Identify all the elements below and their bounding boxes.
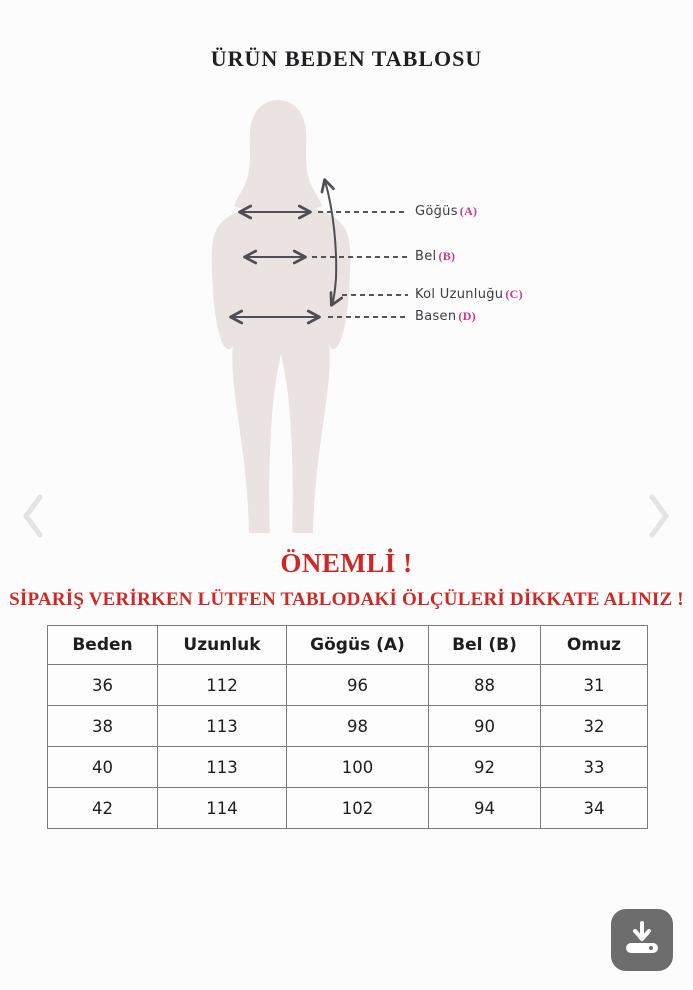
table-row xyxy=(48,747,648,788)
col-header-beden: Beden xyxy=(48,626,158,665)
cell: 98 xyxy=(287,706,429,747)
cell: 94 xyxy=(429,788,541,829)
table-row xyxy=(48,665,648,706)
cell: 40 xyxy=(48,747,158,788)
label-hip xyxy=(415,309,476,325)
col-header-bel: Bel (B) xyxy=(429,626,541,665)
col-header-gogus: Gögüs (A) xyxy=(287,626,429,665)
cell: 113 xyxy=(158,747,287,788)
size-table-header-row xyxy=(48,626,648,665)
cell: 88 xyxy=(429,665,541,706)
label-waist-text: Bel xyxy=(415,249,437,264)
size-table xyxy=(47,625,648,829)
table-row xyxy=(48,706,648,747)
cell: 100 xyxy=(287,747,429,788)
carousel-prev-button[interactable] xyxy=(20,492,46,540)
cell: 102 xyxy=(287,788,429,829)
measurement-diagram xyxy=(0,88,693,533)
label-waist xyxy=(415,249,455,265)
cell: 92 xyxy=(429,747,541,788)
table-row xyxy=(48,788,648,829)
label-hip-text: Basen xyxy=(415,309,457,324)
label-arm-length-text: Kol Uzunluğu xyxy=(415,287,504,302)
label-chest xyxy=(415,204,477,220)
download-icon xyxy=(611,909,673,971)
label-arm-length-code: (C) xyxy=(505,287,523,301)
cell: 96 xyxy=(287,665,429,706)
carousel-next-button[interactable] xyxy=(646,492,672,540)
cell: 114 xyxy=(158,788,287,829)
col-header-omuz: Omuz xyxy=(541,626,648,665)
label-waist-code: (B) xyxy=(438,249,456,263)
cell: 113 xyxy=(158,706,287,747)
cell: 42 xyxy=(48,788,158,829)
cell: 112 xyxy=(158,665,287,706)
col-header-uzunluk: Uzunluk xyxy=(158,626,287,665)
order-warning-text: SİPARİŞ VERİRKEN LÜTFEN TABLODAKİ ÖLÇÜLERİ DİKKATE ALINIZ ! xyxy=(9,589,684,610)
page-title: ÜRÜN BEDEN TABLOSU xyxy=(210,46,483,71)
label-chest-code: (A) xyxy=(459,204,478,218)
cell: 33 xyxy=(541,747,648,788)
cell: 32 xyxy=(541,706,648,747)
label-arm-length xyxy=(415,287,523,303)
important-heading: ÖNEMLİ ! xyxy=(280,548,413,578)
cell: 34 xyxy=(541,788,648,829)
chevron-left-icon xyxy=(20,492,46,540)
label-hip-code: (D) xyxy=(458,309,476,323)
label-chest-text: Göğüs xyxy=(415,204,458,219)
cell: 36 xyxy=(48,665,158,706)
cell: 90 xyxy=(429,706,541,747)
cell: 38 xyxy=(48,706,158,747)
chevron-right-icon xyxy=(646,492,672,540)
download-button[interactable] xyxy=(611,909,673,971)
cell: 31 xyxy=(541,665,648,706)
